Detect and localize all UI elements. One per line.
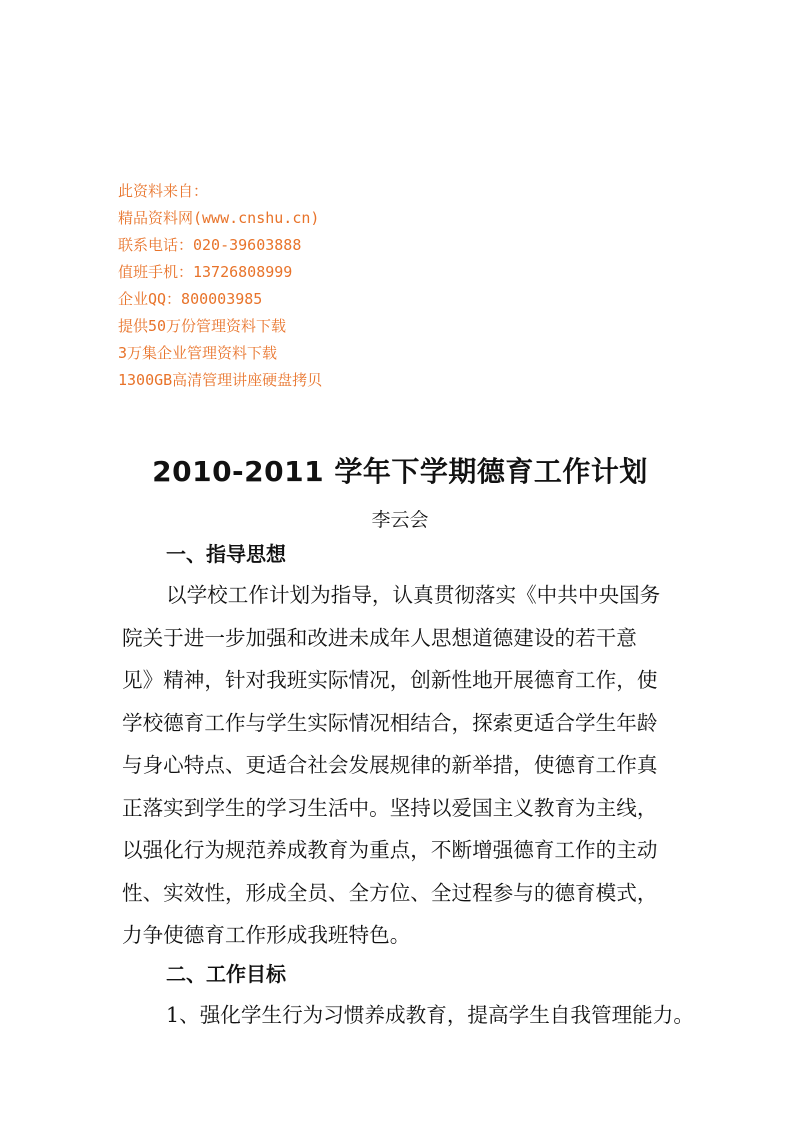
work-goal-item: 1、强化学生行为习惯养成教育，提高学生自我管理能力。 (166, 1003, 694, 1027)
paragraph-line: 以强化行为规范养成教育为重点，不断增强德育工作的主动 (122, 838, 658, 862)
source-line: 此资料来自： (118, 182, 209, 200)
document-title: 2010-2011 学年下学期德育工作计划 (152, 455, 648, 488)
source-mobile-line: 值班手机：13726808999 (118, 263, 293, 281)
paragraph-line: 正落实到学生的学习生活中。坚持以爱国主义教育为主线， (122, 795, 658, 820)
paragraph-line: 院关于进一步加强和改进未成年人思想道德建设的若干意 (122, 625, 637, 650)
paragraph-line: 见》精神，针对我班实际情况，创新性地开展德育工作，使 (122, 668, 658, 692)
source-info-block (118, 178, 322, 394)
source-promo-line: 1300GB高清管理讲座硬盘拷贝 (118, 371, 323, 389)
source-phone-line: 联系电话：020-39603888 (118, 236, 302, 254)
paragraph-line: 学校德育工作与学生实际情况相结合，探索更适合学生年龄 (122, 710, 658, 735)
source-promo-line: 3万集企业管理资料下载 (118, 344, 278, 362)
source-qq-line: 企业QQ：800003985 (118, 290, 263, 308)
paragraph-line: 力争使德育工作形成我班特色。 (122, 923, 411, 947)
paragraph-line: 性、实效性，形成全员、全方位、全过程参与的德育模式， (122, 880, 658, 905)
guiding-ideology-paragraph (122, 574, 694, 957)
paragraph-line: 与身心特点、更适合社会发展规律的新举措，使德育工作真 (122, 753, 658, 777)
paragraph-line: 以学校工作计划为指导，认真贯彻落实《中共中央国务 (166, 583, 661, 607)
document-author: 李云会 (371, 509, 429, 531)
section-heading-work-goals: 二、工作目标 (166, 962, 286, 986)
source-promo-line: 提供50万份管理资料下载 (118, 317, 287, 335)
source-website-line: 精品资料网(www.cnshu.cn) (118, 209, 320, 227)
section-heading-guiding-ideology: 一、指导思想 (166, 542, 286, 566)
